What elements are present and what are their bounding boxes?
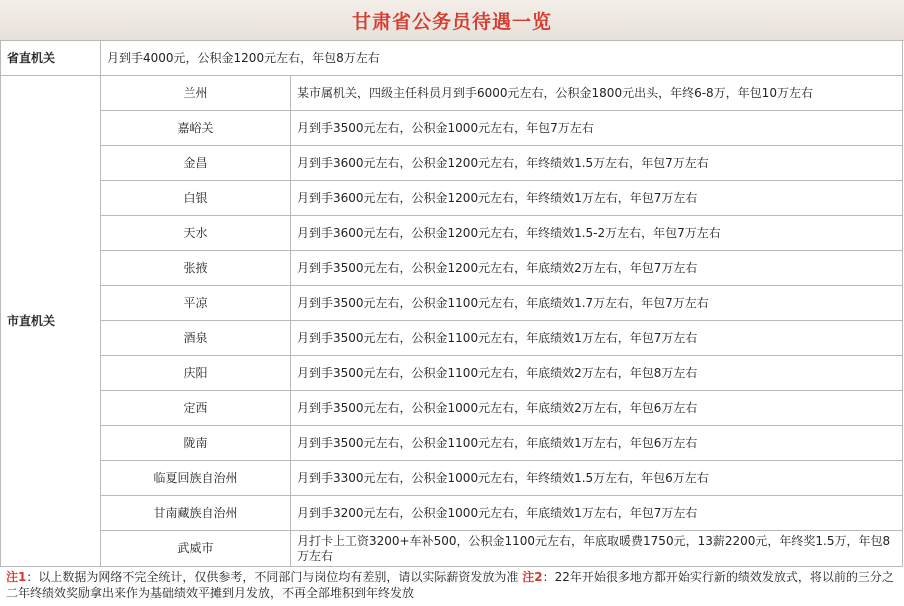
city-info: 月到手3600元左右，公积金1200元左右，年终绩效1.5万左右，年包7万左右 bbox=[291, 146, 903, 181]
category-label-province: 省直机关 bbox=[1, 41, 101, 76]
city-name: 平凉 bbox=[101, 286, 291, 321]
city-info: 月到手3500元左右，公积金1000元左右，年底绩效2万左右，年包6万左右 bbox=[291, 391, 903, 426]
city-name: 白银 bbox=[101, 181, 291, 216]
city-info: 月到手3200元左右，公积金1000元左右，年底绩效1万左右，年包7万左右 bbox=[291, 496, 903, 531]
table-row-province bbox=[1, 41, 903, 76]
city-info: 月到手3500元左右，公积金1100元左右，年底绩效1.7万左右，年包7万左右 bbox=[291, 286, 903, 321]
city-name: 天水 bbox=[101, 216, 291, 251]
table-row bbox=[1, 286, 903, 321]
city-info: 月到手3600元左右，公积金1200元左右，年终绩效1.5-2万左右，年包7万左右 bbox=[291, 216, 903, 251]
city-name: 武威市 bbox=[101, 531, 291, 567]
city-info: 月到手3500元左右，公积金1100元左右，年底绩效1万左右，年包7万左右 bbox=[291, 321, 903, 356]
city-name: 庆阳 bbox=[101, 356, 291, 391]
city-info: 月到手3300元左右，公积金1000元左右，年终绩效1.5万左右，年包6万左右 bbox=[291, 461, 903, 496]
salary-table bbox=[0, 40, 903, 567]
city-info: 月打卡上工资3200+车补500，公积金1100元左右，年底取暖费1750元，13薪2200元，年终奖1.5万，年包8万左右 bbox=[291, 531, 903, 567]
table-row bbox=[1, 146, 903, 181]
page-title: 甘肃省公务员待遇一览 bbox=[351, 10, 552, 33]
city-name: 兰州 bbox=[101, 76, 291, 111]
table-row bbox=[1, 321, 903, 356]
city-name: 陇南 bbox=[101, 426, 291, 461]
title-bar bbox=[0, 0, 904, 41]
table-row bbox=[1, 461, 903, 496]
table-row bbox=[1, 391, 903, 426]
table-row bbox=[1, 216, 903, 251]
city-info: 月到手3600元左右，公积金1200元左右，年终绩效1万左右，年包7万左右 bbox=[291, 181, 903, 216]
city-name: 金昌 bbox=[101, 146, 291, 181]
table-row bbox=[1, 356, 903, 391]
city-info: 某市属机关，四级主任科员月到手6000元左右，公积金1800元出头，年终6-8万，年包10万左右 bbox=[291, 76, 903, 111]
city-name: 张掖 bbox=[101, 251, 291, 286]
table-row bbox=[1, 76, 903, 111]
note1-text: ：以上数据为网络不完全统计，仅供参考，不同部门与岗位均有差别，请以实际薪资发放为准 bbox=[26, 570, 519, 584]
table-row bbox=[1, 531, 903, 567]
table-row bbox=[1, 111, 903, 146]
note1-tag: 注1 bbox=[6, 570, 27, 584]
city-name: 临夏回族自治州 bbox=[101, 461, 291, 496]
table-row bbox=[1, 496, 903, 531]
province-info: 月到手4000元，公积金1200元左右，年包8万左右 bbox=[101, 41, 903, 76]
footnotes bbox=[6, 569, 896, 601]
city-info: 月到手3500元左右，公积金1000元左右，年包7万左右 bbox=[291, 111, 903, 146]
city-info: 月到手3500元左右，公积金1200元左右，年底绩效2万左右，年包7万左右 bbox=[291, 251, 903, 286]
city-info: 月到手3500元左右，公积金1100元左右，年底绩效1万左右，年包6万左右 bbox=[291, 426, 903, 461]
city-name: 定西 bbox=[101, 391, 291, 426]
city-name: 甘南藏族自治州 bbox=[101, 496, 291, 531]
city-name: 嘉峪关 bbox=[101, 111, 291, 146]
table-row bbox=[1, 426, 903, 461]
table-row bbox=[1, 251, 903, 286]
note2-text: ：22年开始很多地方都开始实行新的绩效发放式，将以前的三分之二年终绩效奖励拿出来作为基础绩效平摊到月发放，不再全部堆积到年终发放 bbox=[6, 570, 894, 600]
city-info: 月到手3500元左右，公积金1100元左右，年底绩效2万左右，年包8万左右 bbox=[291, 356, 903, 391]
city-name: 酒泉 bbox=[101, 321, 291, 356]
category-label-municipal: 市直机关 bbox=[1, 76, 101, 567]
note2-tag: 注2 bbox=[522, 570, 543, 584]
table-row bbox=[1, 181, 903, 216]
